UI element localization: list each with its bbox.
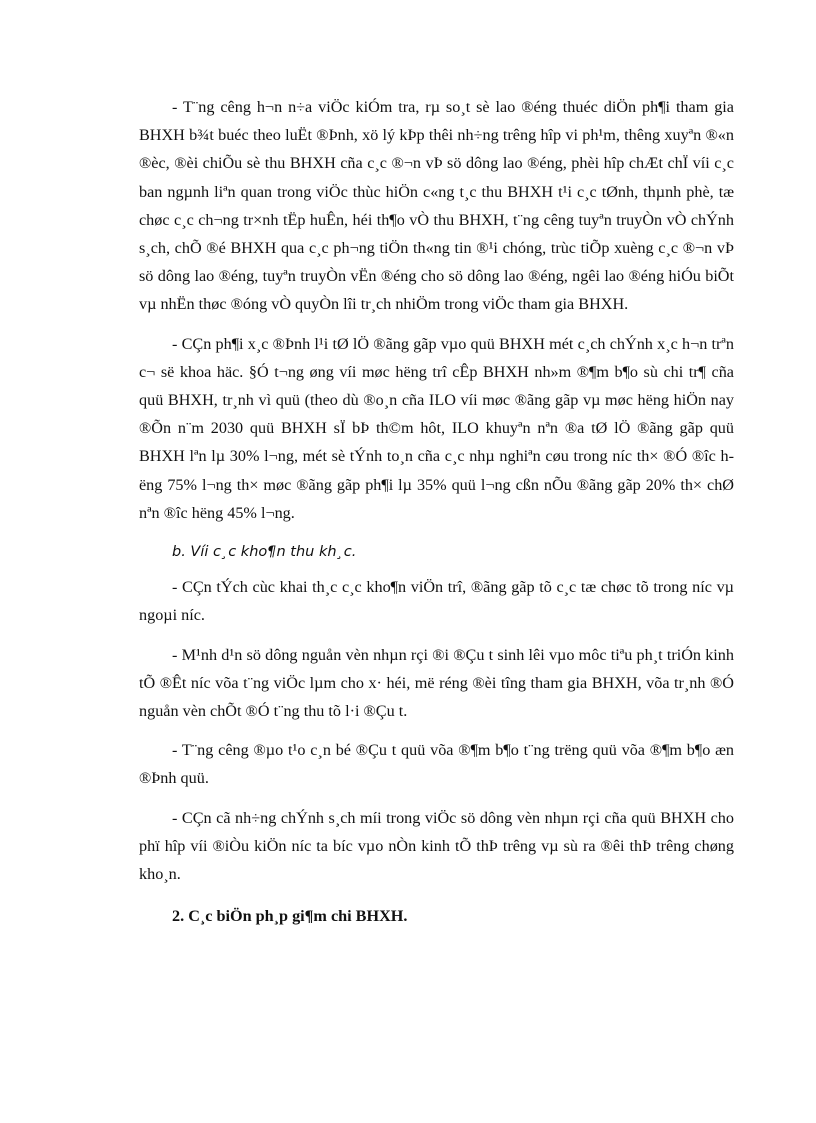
subheading-other-revenue: b. Víi c¸c kho¶n thu kh¸c. bbox=[172, 544, 357, 561]
paragraph-new-policies: - CÇn cã nh÷ng chÝnh s¸ch míi trong viÖc sö dông vèn nhµn rçi cña quü BHXH cho phï hîp víi ®iÒu kiÖn níc ta bíc vµo nÒn kinh tÕ thÞ trêng vµ sù ra ®êi thÞ trêng chøng kho¸n. bbox=[139, 808, 734, 884]
paragraph-idle-capital-investment: - M¹nh d¹n sö dông nguån vèn nhµn rçi ®i ®Çu t sinh lêi vµo môc tiªu ph¸t triÓn kinh tÕ ®Êt níc võa t¨ng viÖc lµm cho x· héi, më réng ®èi tîng tham gia BHXH, võa tr¸nh ®Ó nguån vèn chÕt ®Ó t¨ng thu tõ l·i ®Çu t. bbox=[139, 645, 734, 721]
paragraph-increase-inspection: - T¨ng cêng h¬n n÷a viÖc kiÓm tra, rµ so¸t sè lao ®éng thuéc diÖn ph¶i tham gia BHXH b¾t buéc theo luËt ®Þnh, xö lý kÞp thêi nh÷ng trêng hîp vi ph¹m, thêng xuyªn ®«n ®èc, ®èi chiÕu sè thu BHXH cña c¸c ®¬n vÞ sö dông lao ®éng, phèi hîp chÆt chÏ víi c¸c ban ngµnh liªn quan trong viÖc thùc hiÖn c«ng t¸c thu BHXH t¹i c¸c tØnh, thµnh phè, tæ chøc c¸c ch¬ng tr×nh tËp huÊn, héi th¶o vÒ thu BHXH, t¨ng cêng tuyªn truyÒn vÒ chÝnh s¸ch, chÕ ®é BHXH qua c¸c ph¬ng tiÖn th«ng tin ®¹i chóng, trùc tiÕp xuèng c¸c ®¬n vÞ sö dông lao ®éng, tuyªn truyÒn vËn ®éng cho sö dông lao ®éng, ngêi lao ®éng hiÓu biÕt vµ nhËn thøc ®óng vÒ quyÒn lîi tr¸ch nhiÖm trong viÖc tham gia BHXH. bbox=[139, 98, 734, 314]
paragraph-aid-exploitation: - CÇn tÝch cùc khai th¸c c¸c kho¶n viÖn trî, ®ãng gãp tõ c¸c tæ chøc tõ trong níc vµ ngoµi níc. bbox=[139, 578, 734, 625]
document-body bbox=[139, 93, 734, 930]
section-heading-reduce-expenditure: 2. C¸c biÖn ph¸p gi¶m chi BHXH. bbox=[172, 907, 408, 926]
paragraph-contribution-rate: - CÇn ph¶i x¸c ®Þnh l¹i tØ lÖ ®ãng gãp vµo quü BHXH mét c¸ch chÝnh x¸c h¬n trªn c¬ së khoa häc. §Ó t¬ng øng víi møc hëng trî cÊp BHXH nh»m ®¶m b¶o sù chi tr¶ cña quü BHXH, tr¸nh vì quü (theo dù ®o¸n cña ILO víi møc ®ãng gãp vµ møc hëng hiÖn nay ®Õn n¨m 2030 quü BHXH sÏ bÞ th©m hôt, ILO khuyªn nªn ®a tØ lÖ ®ãng gãp quü BHXH lªn lµ 30% l¬ng, mét sè tÝnh to¸n cña c¸c nhµ nghiªn cøu trong níc th× ®Ó ®îc hëng 75% l¬ng th× møc ®ãng gãp ph¶i lµ 35% quü l¬ng cßn nÕu ®ãng gãp 20% th× chØ nªn ®îc hëng 45% l¬ng. bbox=[139, 334, 734, 522]
paragraph-staff-training: - T¨ng cêng ®µo t¹o c¸n bé ®Çu t quü võa ®¶m b¶o t¨ng trëng quü võa ®¶m b¶o æn ®Þnh quü. bbox=[139, 741, 734, 788]
